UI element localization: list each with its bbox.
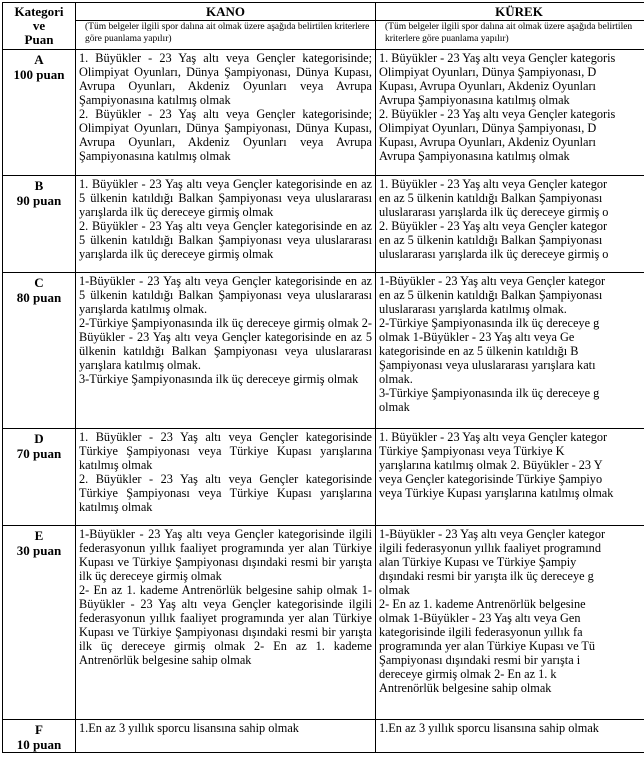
kurek-criterion-line: olmak	[379, 400, 410, 414]
kano-criterion: 2. Büyükler - 23 Yaş altı veya Gençler kategorisinde; Olimpiyat Oyunları, Dünya Şampiyonası, Dünya Kupası, Avrupa Oyunları, Akdeniz Oyunları veya Avrupa Şampiyonasına katılmış olmak	[79, 107, 372, 163]
kurek-criterion-line: 1. Büyükler - 23 Yaş altı veya Gençler kategor	[379, 430, 608, 444]
category-code: F	[35, 722, 43, 737]
category-points: 100 puan	[13, 67, 65, 82]
kano-criteria-cell	[76, 429, 376, 526]
kurek-criterion-line: 2- En az 1. kademe Antrenörlük belgesine	[379, 597, 586, 611]
kano-criterion: 1. Büyükler - 23 Yaş altı veya Gençler kategorisinde; Olimpiyat Oyunları, Dünya Şampiyonası, Dünya Kupası, Avrupa Oyunları, Akdeniz Oyunları veya Avrupa Şampiyonasına katılmış olmak	[79, 51, 372, 107]
kano-criteria-cell	[76, 720, 376, 753]
kurek-criterion-line: uluslararası yarışlarda ilk üç dereceye girmiş o	[379, 247, 609, 261]
kurek-criterion-line: olmak 1-Büyükler - 23 Yaş altı veya Ge	[379, 330, 575, 344]
kurek-criterion-line: 2. Büyükler - 23 Yaş altı veya Gençler kategor	[379, 219, 608, 233]
category-cell	[3, 429, 76, 526]
kurek-criterion-line: 3-Türkiye Şampiyonasında ilk üç dereceye g	[379, 386, 600, 400]
category-row-f	[3, 720, 644, 753]
kano-criteria-cell	[76, 50, 376, 176]
category-header	[3, 3, 76, 50]
kurek-criteria-cell	[376, 526, 644, 720]
category-header-line: Kategori	[14, 4, 64, 19]
kurek-criterion-line: Olimpiyat Oyunları, Dünya Şampiyonası, D	[379, 65, 597, 79]
category-cell	[3, 176, 76, 273]
kurek-criterion-line: uluslararası yarışlarda ilk üç dereceye girmiş o	[379, 205, 609, 219]
category-row-c	[3, 273, 644, 429]
kurek-criterion-line: uluslararası yarışlarda katılmış olmak.	[379, 302, 567, 316]
kurek-note: (Tüm belgeler ilgili spor dalına ait olmak üzere aşağıda belirtilen kriterlere göre puanlama yapılır)	[376, 21, 644, 50]
note-row	[3, 21, 644, 50]
category-cell	[3, 50, 76, 176]
kurek-criteria-cell	[376, 50, 644, 176]
kurek-criterion-line: en az 5 ülkenin katıldığı Balkan Şampiyonası	[379, 288, 603, 302]
kurek-criterion-line: en az 5 ülkenin katıldığı Balkan Şampiyonası	[379, 233, 603, 247]
category-row-b	[3, 176, 644, 273]
category-points: 30 puan	[16, 543, 62, 558]
category-header-line: Puan	[24, 32, 54, 47]
kurek-criterion-line: kategorisinde en az 5 ülkenin katıldığı B	[379, 344, 579, 358]
kurek-criterion-line: 2. Büyükler - 23 Yaş altı veya Gençler kategoris	[379, 107, 616, 121]
kurek-criterion-line: Şampiyonası veya uluslararası yarışlara katı	[379, 358, 596, 372]
kano-criterion: 2. Büyükler - 23 Yaş altı veya Gençler kategorisinde en az 5 ülkenin katıldığı Balkan Şampiyonası veya uluslararası yarışlarda ilk üç dereceye girmiş olmak	[79, 219, 372, 261]
kurek-criterion-line: veya Gençler kategorisinde Türkiye Şampiyo	[379, 472, 603, 486]
category-cell	[3, 273, 76, 429]
kano-criteria-cell	[76, 176, 376, 273]
category-points: 90 puan	[16, 193, 62, 208]
kano-criterion: 1-Büyükler - 23 Yaş altı veya Gençler kategorisinde ilgili federasyonun yıllık faaliyet programında yer alan Türkiye Kupası ve Türkiye Şampiyonası dışındaki resmi bir yarışta ilk üç dereceye girmiş olmak	[79, 527, 372, 583]
category-code: B	[34, 178, 44, 193]
kurek-criterion-line: Olimpiyat Oyunları, Dünya Şampiyonası, D	[379, 121, 597, 135]
kurek-criterion-line: 1. Büyükler - 23 Yaş altı veya Gençler kategoris	[379, 51, 616, 65]
kano-criteria-cell	[76, 273, 376, 429]
category-cell	[3, 720, 76, 753]
kurek-criterion-line: veya Türkiye Kupası yarışlarına katılmış olmak	[379, 486, 614, 500]
category-code: E	[34, 528, 44, 543]
kurek-criterion-line: olmak 1-Büyükler - 23 Yaş altı veya Gen	[379, 611, 581, 625]
category-points: 70 puan	[16, 446, 62, 461]
kurek-criterion-line: yarışlarına katılmış olmak 2. Büyükler - 23 Y	[379, 458, 603, 472]
kano-criteria-cell	[76, 526, 376, 720]
criteria-table	[2, 2, 644, 753]
kurek-criteria-cell	[376, 176, 644, 273]
kurek-criterion-line: 2-Türkiye Şampiyonasında ilk üç dereceye g	[379, 316, 600, 330]
header-row	[3, 3, 644, 21]
category-points: 10 puan	[16, 737, 62, 752]
kurek-criterion-line: Kupası, Avrupa Oyunları, Akdeniz Oyunları	[379, 135, 596, 149]
kurek-criterion-line: olmak.	[379, 372, 413, 386]
kurek-criterion-line: Türkiye Şampiyonası veya Türkiye K	[379, 444, 565, 458]
kurek-criterion-line: Kupası, Avrupa Oyunları, Akdeniz Oyunları	[379, 79, 596, 93]
category-row-a	[3, 50, 644, 176]
kurek-criterion-line: 1-Büyükler - 23 Yaş altı veya Gençler kategor	[379, 527, 606, 541]
kurek-criteria-cell	[376, 273, 644, 429]
category-row-e	[3, 526, 644, 720]
kurek-criterion-line: Antrenörlük belgesine sahip olmak	[379, 681, 552, 695]
kano-header: KANO	[76, 3, 376, 21]
kano-criterion: 2. Büyükler - 23 Yaş altı veya Gençler kategorisinde Türkiye Şampiyonası veya Türkiye Kupası yarışlarına katılmış olmak	[79, 472, 372, 514]
kurek-criterion-line: olmak	[379, 583, 410, 597]
kurek-criterion-line: 1-Büyükler - 23 Yaş altı veya Gençler kategor	[379, 274, 606, 288]
kurek-criterion-line: Avrupa Şampiyonasına katılmış olmak	[379, 149, 570, 163]
kurek-criteria-cell	[376, 720, 644, 753]
kurek-criterion-line: dışındaki resmi bir yarışta ilk üç dereceye g	[379, 569, 594, 583]
kano-criterion: 1. Büyükler - 23 Yaş altı veya Gençler kategorisinde Türkiye Şampiyonası veya Türkiye Kupası yarışlarına katılmış olmak	[79, 430, 372, 472]
category-code: A	[34, 52, 44, 67]
kano-note: (Tüm belgeler ilgili spor dalına ait olmak üzere aşağıda belirtilen kriterlere göre puanlama yapılır)	[76, 21, 376, 50]
kano-criterion: 2- En az 1. kademe Antrenörlük belgesine sahip olmak 1-Büyükler - 23 Yaş altı veya Gençler kategorisinde ilgili federasyonun yıllık faaliyet programında yer alan Türkiye Kupası ve Türkiye Şampiyonası dışındaki resmi bir yarışta ilk üç dereceye girmiş olmak 2- En az 1. kademe Antrenörlük belgesine sahip olmak	[79, 583, 372, 667]
kano-criterion: 1. Büyükler - 23 Yaş altı veya Gençler kategorisinde en az 5 ülkenin katıldığı Balkan Şampiyonası veya uluslararası yarışlarda ilk üç dereceye girmiş olmak	[79, 177, 372, 219]
kurek-criterion-line: en az 5 ülkenin katıldığı Balkan Şampiyonası	[379, 191, 603, 205]
category-points: 80 puan	[16, 290, 62, 305]
kurek-criterion-line: alan Türkiye Kupası ve Türkiye Şampiy	[379, 555, 577, 569]
kano-criterion: 1-Büyükler - 23 Yaş altı veya Gençler kategorisinde en az 5 ülkenin katıldığı Balkan Şampiyonası veya uluslararası yarışlarda katılmış olmak.	[79, 274, 372, 316]
kurek-criterion-line: kategorisinde ilgili federasyonun yıllık fa	[379, 625, 583, 639]
criteria-body	[3, 50, 644, 753]
kano-criterion: 3-Türkiye Şampiyonasında ilk üç dereceye girmiş olmak	[79, 372, 359, 386]
kurek-criterion-line: ilgili federasyonun yıllık faaliyet programınd	[379, 541, 601, 555]
kurek-criterion-line: programında yer alan Türkiye Kupası ve Tü	[379, 639, 596, 653]
kurek-criterion-line: Şampiyonası dışındaki resmi bir yarışta i	[379, 653, 581, 667]
kano-criterion: 2-Türkiye Şampiyonasında ilk üç dereceye girmiş olmak 2-Büyükler - 23 Yaş altı veya Gençler kategorisinde en az 5 ülkenin katıldığı Balkan Şampiyonası veya uluslararası yarışlara katılmış olmak.	[79, 316, 372, 372]
category-code: C	[34, 275, 44, 290]
kurek-criteria-cell	[376, 429, 644, 526]
kano-criterion: 1.En az 3 yıllık sporcu lisansına sahip olmak	[79, 721, 299, 735]
category-cell	[3, 526, 76, 720]
kurek-criterion-line: Avrupa Şampiyonasına katılmış olmak	[379, 93, 570, 107]
category-header-line: ve	[32, 18, 46, 33]
kurek-header: KÜREK	[376, 3, 644, 21]
category-row-d	[3, 429, 644, 526]
kurek-criterion-line: dereceye girmiş olmak 2- En az 1. k	[379, 667, 557, 681]
kurek-criterion-line: 1. Büyükler - 23 Yaş altı veya Gençler kategor	[379, 177, 608, 191]
kurek-criterion-line: 1.En az 3 yıllık sporcu lisansına sahip olmak	[379, 721, 599, 735]
category-code: D	[34, 431, 44, 446]
